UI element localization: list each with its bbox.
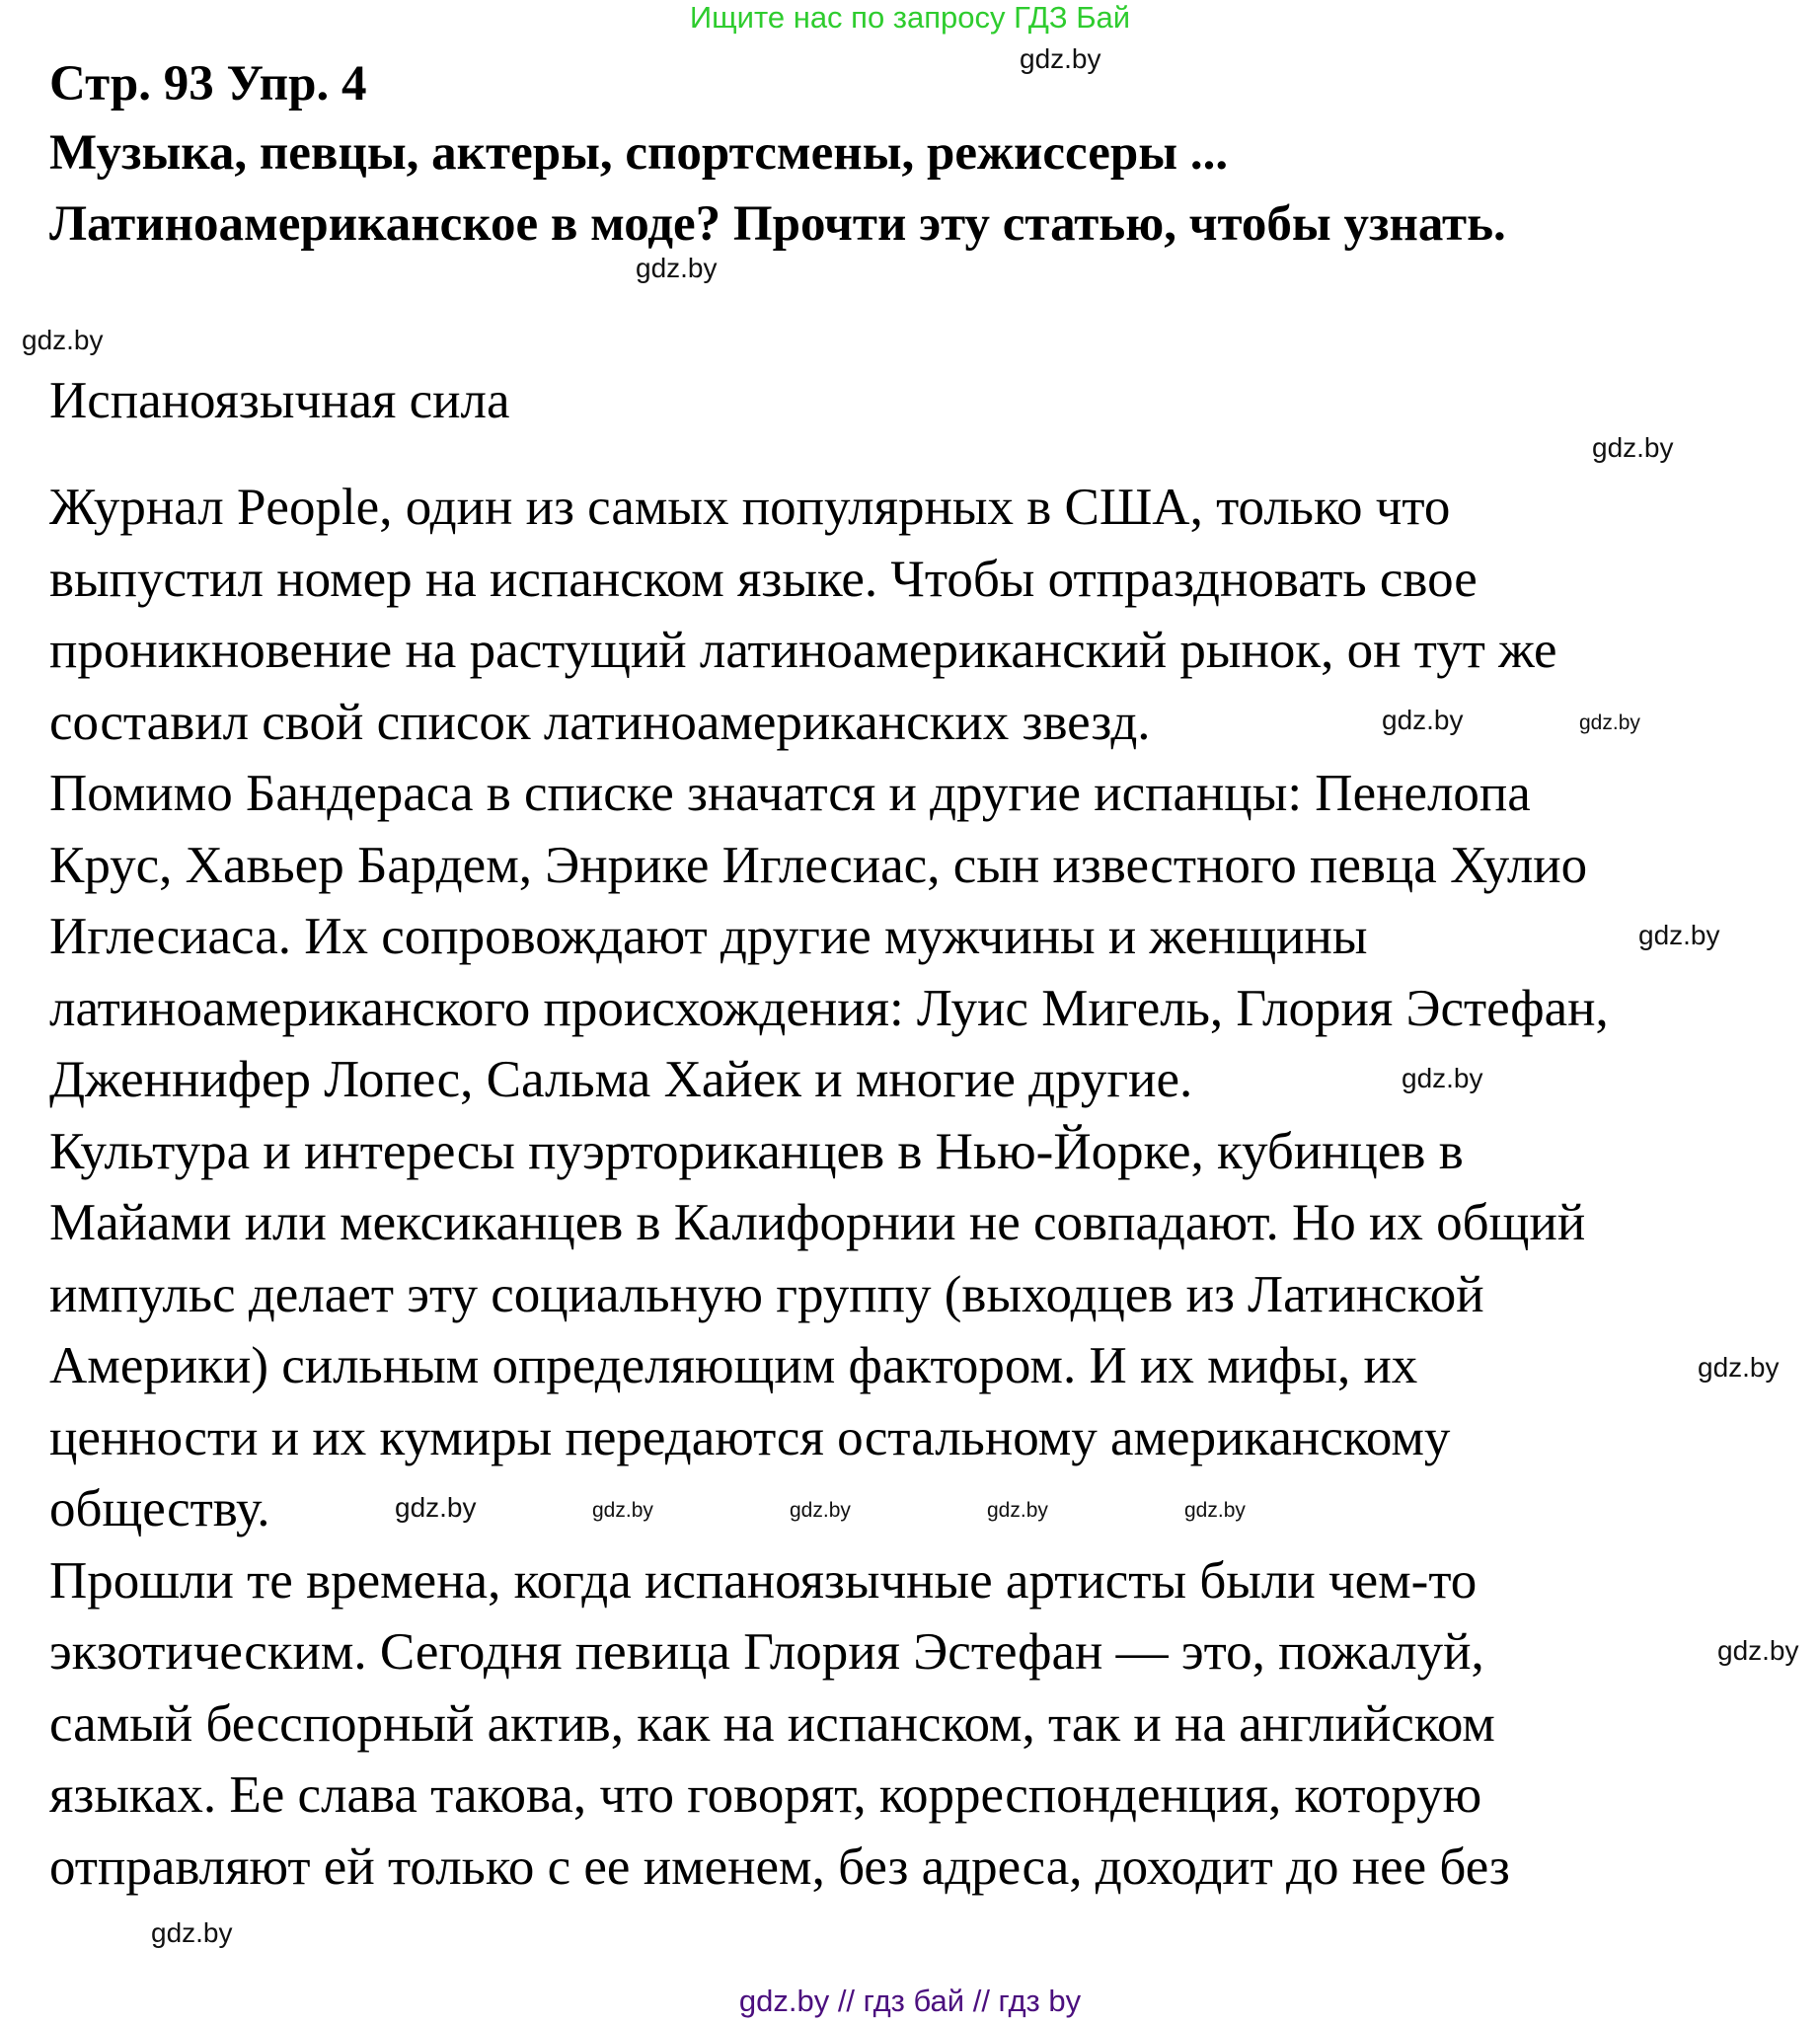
watermark: gdz.by: [790, 1499, 851, 1522]
text-line: самый бесспорный актив, как на испанском, так и на английском: [49, 1694, 1495, 1753]
watermark: gdz.by: [1638, 920, 1720, 950]
text-line: импульс делает эту социальную группу (выходцев из Латинской: [49, 1265, 1484, 1323]
text-line: латиноамериканского происхождения: Луис Мигель, Глория Эстефан,: [49, 979, 1609, 1037]
bottom-banner: gdz.by // гдз бай // гдз by: [738, 1984, 1082, 2018]
watermark: gdz.by: [636, 253, 718, 283]
exercise-title-line-2: Латиноамериканское в моде? Прочти эту статью, чтобы узнать.: [49, 196, 1506, 252]
watermark: gdz.by: [1592, 432, 1674, 463]
watermark: gdz.by: [22, 325, 104, 355]
text-line: Культура и интересы пуэрториканцев в Нью-Йорке, кубинцев в: [49, 1122, 1464, 1180]
watermark: gdz.by: [1184, 1499, 1246, 1522]
text-line: языках. Ее слава такова, что говорят, корреспонденция, которую: [49, 1766, 1482, 1824]
text-line: экзотическим. Сегодня певица Глория Эстефан — это, пожалуй,: [49, 1623, 1484, 1681]
watermark: gdz.by: [1717, 1635, 1799, 1666]
watermark: gdz.by: [1382, 705, 1464, 735]
text-line: составил свой список латиноамериканских звезд.: [49, 693, 1151, 751]
watermark: gdz.by: [987, 1499, 1048, 1522]
text-line: обществу.: [49, 1480, 270, 1537]
watermark: gdz.by: [1402, 1063, 1483, 1093]
article-body: [49, 472, 1609, 1903]
text-line: Журнал People, один из самых популярных в США, только что: [49, 479, 1451, 536]
watermark: gdz.by: [1579, 712, 1640, 734]
text-line: Крус, Хавьер Бардем, Энрике Иглесиас, сын известного певца Хулио: [49, 836, 1588, 894]
top-banner: Ищите нас по запросу ГДЗ Бай: [689, 0, 1131, 35]
watermark: gdz.by: [1698, 1352, 1780, 1383]
exercise-reference: Стр. 93 Упр. 4: [49, 56, 367, 112]
article-title: Испаноязычная сила: [49, 372, 510, 429]
text-line: Помимо Бандераса в списке значатся и другие испанцы: Пенелопа: [49, 765, 1531, 822]
text-line: ценности и их кумиры передаются остальному американскому: [49, 1408, 1451, 1466]
text-line: Майами или мексиканцев в Калифорнии не совпадают. Но их общий: [49, 1194, 1586, 1251]
text-line: Америки) сильным определяющим фактором. И их мифы, их: [49, 1337, 1418, 1394]
text-line: Дженнифер Лопес, Сальма Хайек и многие другие.: [49, 1051, 1193, 1108]
watermark: gdz.by: [592, 1499, 653, 1522]
text-line: отправляют ей только с ее именем, без адреса, доходит до нее без: [49, 1837, 1510, 1896]
exercise-title-line-1: Музыка, певцы, актеры, спортсмены, режиссеры ...: [49, 125, 1229, 181]
text-line: проникновение на растущий латиноамериканский рынок, он тут же: [49, 622, 1557, 679]
text-line: выпустил номер на испанском языке. Чтобы отпраздновать свое: [49, 550, 1478, 608]
text-line: Прошли те времена, когда испаноязычные артисты были чем-то: [49, 1551, 1478, 1610]
watermark: gdz.by: [1020, 43, 1101, 74]
watermark: gdz.by: [151, 1917, 233, 1948]
text-line: Иглесиаса. Их сопровождают другие мужчины и женщины: [49, 908, 1368, 965]
watermark: gdz.by: [395, 1492, 477, 1523]
